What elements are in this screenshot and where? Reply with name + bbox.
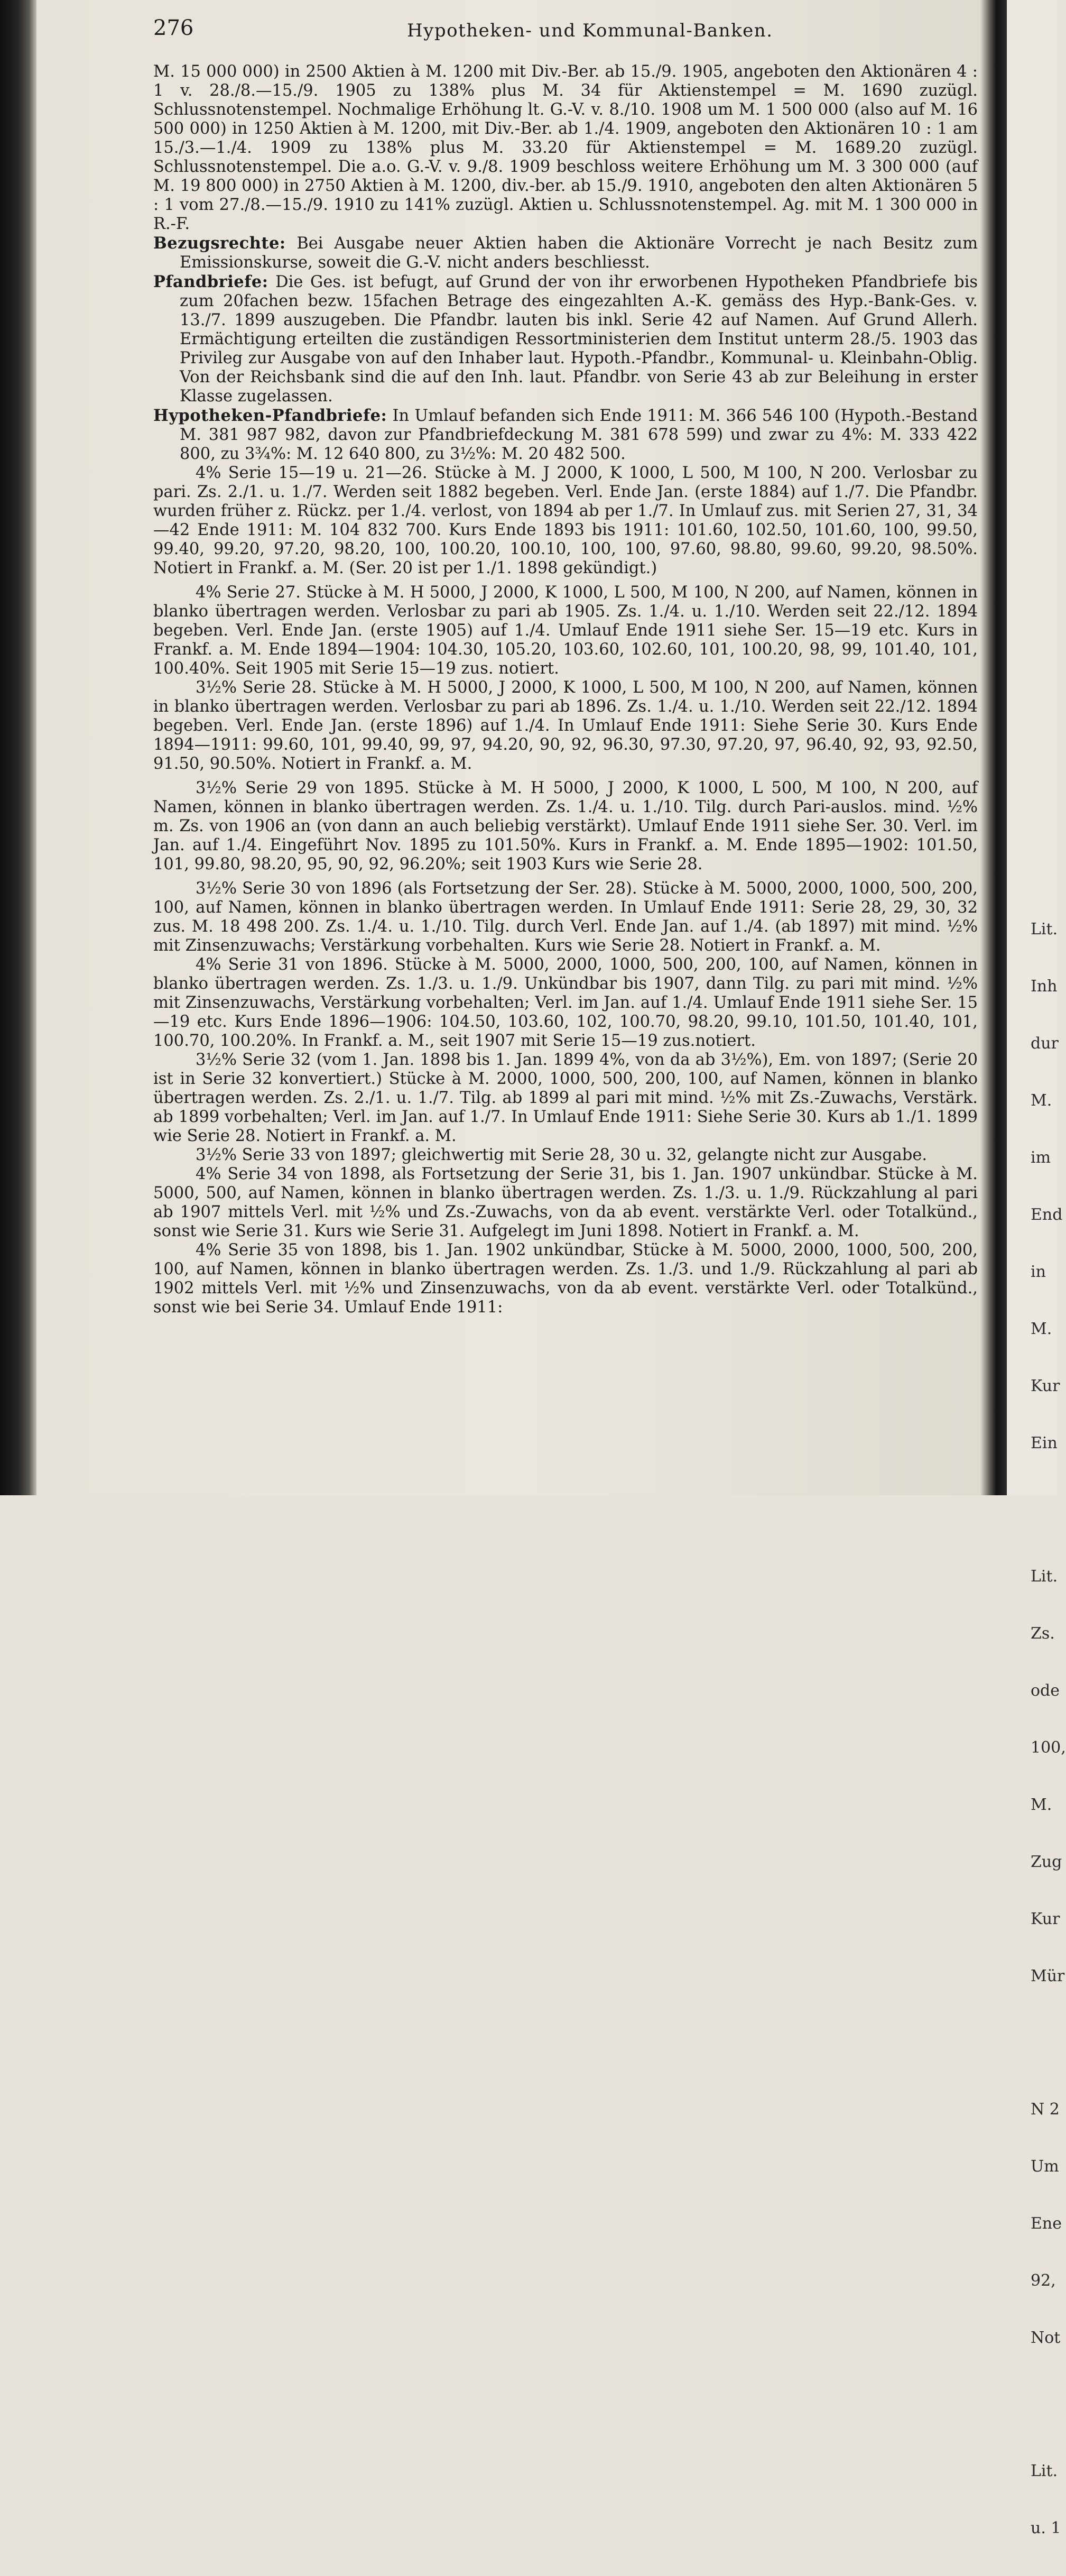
series-paragraph: 3½% Serie 32 (vom 1. Jan. 1898 bis 1. Jan. 1899 4%, von da ab 3½%), Em. von 1897; (Serie 20 ist in Serie 32 konvertiert.) Stücke à M. 2000, 1000, 500, 200, 100, auf Namen, können in blanko übertragen werden. Zs. 2./1. u. 1./7. Tilg. ab 1899 al pari mit mind. ½% mit Zs.-Zuwachs, Verstärk. ab 1899 vorbehalten; Verl. im Jan. auf 1./7. In Umlauf Ende 1911: Siehe Serie 30. Kurs ab 1./1. 1899 wie Serie 28. Notiert in Frankf. a. M.: [153, 1051, 978, 1145]
page-header: [153, 16, 978, 42]
margin-fragment: Kur: [1031, 1910, 1060, 1928]
margin-fragment: M.: [1031, 1796, 1052, 1814]
series-paragraph: 3½% Serie 29 von 1895. Stücke à M. H 5000, J 2000, K 1000, L 500, M 100, N 200, auf Namen, können in blanko übertragen werden. Zs. 1./4. u. 1./10. Tilg. durch Pari-auslos. mind. ½% m. Zs. von 1906 an (von dann an auch beliebig verstärkt). Umlauf Ende 1911 siehe Ser. 30. Verl. im Jan. auf 1./4. Eingeführt Nov. 1895 zu 101.50%. Kurs in Frankf. a. M. Ende 1895—1902: 101.50, 101, 99.80, 98.20, 95, 90, 92, 96.20%; seit 1903 Kurs wie Serie 28.: [153, 779, 978, 873]
margin-fragment: Not: [1031, 2329, 1061, 2347]
margin-spacer: [1031, 2386, 1062, 2424]
margin-fragment: ode: [1031, 1681, 1060, 1700]
series-paragraph: 3½% Serie 33 von 1897; gleichwertig mit Serie 28, 30 u. 32, gelangte nicht zur Ausgabe.: [196, 1146, 928, 1164]
margin-fragment: M.: [1031, 1091, 1052, 1110]
margin-fragment: N 2: [1031, 2100, 1060, 2119]
margin-fragment: Lit.: [1031, 1567, 1058, 1586]
intro-paragraph: M. 15 000 000) in 2500 Aktien à M. 1200 mit Div.-Ber. ab 15./9. 1905, angeboten den Aktionären 4 : 1 v. 28./8.—15./9. 1905 zu 138% plus M. 34 für Aktienstempel = M. 1690 zuzügl. Schlussnotenstempel. Nochmalige Erhöhung lt. G.-V. v. 8./10. 1908 um M. 1 500 000 (also auf M. 16 500 000) in 1250 Aktien à M. 1200, mit Div.-Ber. ab 1./4. 1909, angeboten den Aktionären 10 : 1 am 15./3.—1./4. 1909 zu 138% plus M. 33.20 für Aktienstempel = M. 1689.20 zuzügl. Schlussnotenstempel. Die a.o. G.-V. v. 9./8. 1909 beschloss weitere Erhöhung um M. 3 300 000 (auf M. 19 800 000) in 2750 Aktien à M. 1200, div.-ber. ab 15./9. 1910, angeboten den alten Aktionären 5 : 1 vom 27./8.—15./9. 1910 zu 141% zuzügl. Aktien u. Schlussnotenstempel. Ag. mit M. 1 300 000 in R.-F.: [153, 62, 978, 233]
book-binding-shadow-left: [0, 0, 37, 1495]
series-paragraph: 4% Serie 35 von 1898, bis 1. Jan. 1902 unkündbar, Stücke à M. 5000, 2000, 1000, 500, 200, 100, auf Namen, können in blanko übertragen werden. Zs. 1./3. und 1./9. Rückzahlung al pari ab 1902 mittels Verl. mit ½% und Zinsenzuwachs, von da ab event. verstärkte Verl. oder Totalkünd., sonst wie bei Serie 34. Umlauf Ende 1911:: [153, 1241, 978, 1317]
margin-spacer: [1031, 1491, 1062, 1529]
margin-fragment: Zug: [1031, 1853, 1062, 1871]
facing-page-fragments: [1031, 882, 1066, 2576]
margin-fragment: Um: [1031, 2157, 1059, 2176]
series-paragraph: 4% Serie 15—19 u. 21—26. Stücke à M. J 2000, K 1000, L 500, M 100, N 200. Verlosbar zu pari. Zs. 2./1. u. 1./7. Werden seit 1882 begeben. Verl. Ende Jan. (erste 1884) auf 1./7. Die Pfandbr. wurden früher z. Rückz. per 1./4. verlost, von 1894 ab per 1./7. In Umlauf zus. mit Serien 27, 31, 34—42 Ende 1911: M. 104 832 700. Kurs Ende 1893 bis 1911: 101.60, 102.50, 101.60, 100, 99.50, 99.40, 99.20, 97.20, 98.20, 100, 100.20, 100.10, 100, 100, 97.60, 98.80, 99.60, 99.20, 98.50%. Notiert in Frankf. a. M. (Ser. 20 ist per 1./1. 1898 gekündigt.): [153, 464, 978, 577]
pfandbriefe-text: Die Ges. ist befugt, auf Grund der von ihr erworbenen Hypotheken Pfandbriefe bis zum 20fachen bezw. 15fachen Betrage des eingezahlten A.-K. gemäss des Hyp.-Bank-Ges. v. 13./7. 1899 auszugeben. Die Pfandbr. lauten bis inkl. Serie 42 auf Namen. Auf Grund Allerh. Ermächtigung erteilten die zuständigen Ressortministerien dem Institut unterm 28./5. 1903 das Privileg zur Ausgabe von auf den Inhaber laut. Hypoth.-Pfandbr., Kommunal- u. Kleinbahn-Oblig. Von der Reichsbank sind die auf den Inh. laut. Pfandbr. von Serie 43 ab zur Beleihung in erster Klasse zugelassen.: [180, 273, 978, 406]
bezugsrechte-term: Bezugsrechte:: [153, 234, 286, 253]
margin-fragment: M.: [1031, 1320, 1052, 1338]
bezugsrechte-text: Bei Ausgabe neuer Aktien haben die Aktionäre Vorrecht je nach Besitz zum Emissionskurse, soweit die G.-V. nicht anders beschliesst.: [180, 234, 978, 272]
pfandbriefe-term: Pfandbriefe:: [153, 272, 268, 291]
hypotheken-pfandbriefe-text: In Umlauf befanden sich Ende 1911: M. 366 546 100 (Hypoth.-Bestand M. 381 987 982, davon zur Pfandbriefdeckung M. 381 678 599) und zwar zu 4%: M. 333 422 800, zu 3¾%: M. 12 640 800, zu 3½%: M. 20 482 500.: [180, 407, 978, 463]
page-number: 276: [153, 16, 194, 40]
margin-fragment: in: [1031, 1263, 1046, 1281]
margin-fragment: Ene: [1031, 2214, 1062, 2233]
series-paragraph: 3½% Serie 30 von 1896 (als Fortsetzung der Ser. 28). Stücke à M. 5000, 2000, 1000, 500, 200, 100, auf Namen, können in blanko übertragen werden. In Umlauf Ende 1911: Serie 28, 29, 30, 32 zus. M. 18 498 200. Zs. 1./4. u. 1./10. Tilg. durch Verl. Ende Jan. auf 1./4. (ab 1897) mit mind. ½% mit Zinsenzuwachs; Verstärkung vorbehalten. Kurs wie Serie 28. Notiert in Frankf. a. M.: [153, 879, 978, 955]
page-body: [153, 62, 978, 1317]
margin-fragment: u. 1: [1031, 2519, 1061, 2537]
book-fold-shadow-right: [980, 0, 1007, 1495]
hypotheken-pfandbriefe-paragraph: [153, 406, 978, 464]
series-paragraph: 4% Serie 27. Stücke à M. H 5000, J 2000, K 1000, L 500, M 100, N 200, auf Namen, können in blanko übertragen werden. Verlosbar zu pari ab 1905. Zs. 1./4. u. 1./10. Werden seit 22./12. 1894 begeben. Verl. Ende Jan. (erste 1905) auf 1./4. Umlauf Ende 1911 siehe Ser. 15—19 etc. Kurs in Frankf. a. M. Ende 1894—1904: 104.30, 105.20, 103.60, 102.60, 101, 100.20, 98, 99, 101.40, 101, 100.40%. Seit 1905 mit Serie 15—19 zus. notiert.: [153, 583, 978, 678]
margin-fragment: dur: [1031, 1034, 1059, 1053]
bezugsrechte-paragraph: [153, 234, 978, 272]
hypotheken-pfandbriefe-term: Hypotheken-Pfandbriefe:: [153, 406, 387, 425]
margin-fragment: End: [1031, 1206, 1063, 1224]
margin-fragment: Inh: [1031, 977, 1058, 996]
margin-fragment: im: [1031, 1148, 1051, 1167]
margin-fragment: Kur: [1031, 1377, 1060, 1395]
series-paragraph: 4% Serie 31 von 1896. Stücke à M. 5000, 2000, 1000, 500, 200, 100, auf Namen, können in blanko übertragen werden. Zs. 1./3. u. 1./9. Unkündbar bis 1907, dann Tilg. zu pari mit mind. ½% mit Zinsenzuwachs, Verstärkung vorbehalten; Verl. im Jan. auf 1./4. Umlauf Ende 1911 siehe Ser. 15—19 etc. Kurs Ende 1896—1906: 104.50, 103.60, 102, 100.70, 98.20, 99.10, 101.50, 101.40, 101, 100.70, 100.20%. In Frankf. a. M., seit 1907 mit Serie 15—19 zus.notiert.: [153, 955, 978, 1050]
margin-fragment: Zs.: [1031, 1624, 1055, 1643]
margin-fragment: Lit.: [1031, 920, 1058, 939]
series-paragraph: 4% Serie 34 von 1898, als Fortsetzung der Serie 31, bis 1. Jan. 1907 unkündbar. Stücke à M. 5000, 500, auf Namen, können in blanko übertragen werden. Zs. 1./3. u. 1./9. Rückzahlung al pari ab 1907 mittels Verl. mit ½% und Zs.-Zuwachs, von da ab event. verstärkte Verl. oder Totalkünd., sonst wie Serie 31. Kurs wie Serie 31. Aufgelegt im Juni 1898. Notiert in Frankf. a. M.: [153, 1165, 978, 1240]
margin-fragment: Lit.: [1031, 2462, 1058, 2480]
running-head: Hypotheken- und Kommunal-Banken.: [407, 20, 773, 41]
margin-fragment: 92,: [1031, 2271, 1056, 2290]
margin-fragment: Mür: [1031, 1967, 1065, 1985]
margin-fragment: 100,: [1031, 1738, 1066, 1757]
pfandbriefe-paragraph: [153, 272, 978, 406]
series-paragraph: 3½% Serie 28. Stücke à M. H 5000, J 2000, K 1000, L 500, M 100, N 200, auf Namen, können in blanko übertragen werden. Verlosbar zu pari ab 1896. Zs. 1./4. u. 1./10. Werden seit 22./12. 1894 begeben. Verl. Ende Jan. (erste 1896) auf 1./4. In Umlauf Ende 1911: Siehe Serie 30. Kurs Ende 1894—1911: 99.60, 101, 99.40, 99, 97, 94.20, 90, 92, 96.30, 97.30, 97.20, 97, 96.40, 92, 93, 92.50, 91.50, 90.50%. Notiert in Frankf. a. M.: [153, 678, 978, 773]
margin-fragment: Ein: [1031, 1434, 1058, 1452]
margin-spacer: [1031, 2024, 1062, 2062]
